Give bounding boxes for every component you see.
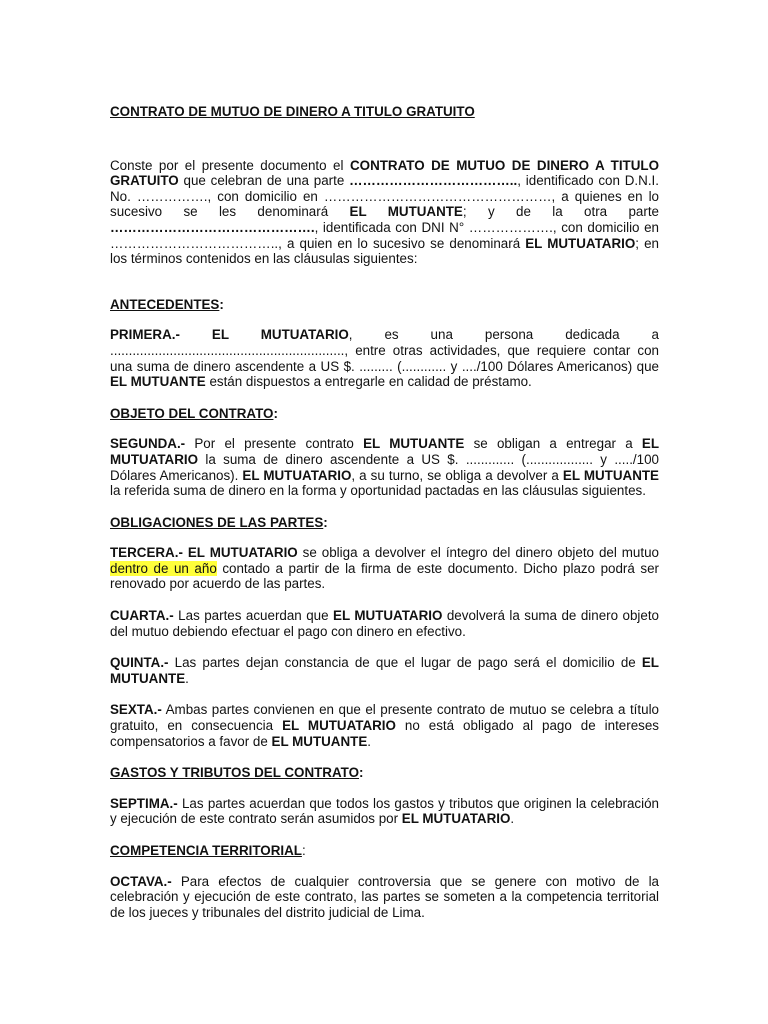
text-run: , es una persona dedicada a ..............................................................., entre otras actividades, que requiere contar con una suma de dinero ascendente a US $. ......... (............ y ..../100 Dólares Americanos) que (110, 327, 659, 374)
bold-text: EL MUTUATARIO (242, 467, 352, 483)
clause-paragraph (110, 327, 659, 389)
section-heading (110, 297, 659, 313)
highlighted-text: dentro de un año (110, 560, 217, 576)
bold-text: EL MUTUATARIO (401, 811, 511, 827)
section-heading-text: COMPETENCIA TERRITORIAL (110, 843, 302, 858)
bold-text: CONTRATO DE MUTUO DE DINERO A TITULO GRATUITO (110, 157, 659, 189)
bold-text: EL MUTUATARIO (211, 327, 349, 343)
bold-text: SEXTA.- (110, 702, 162, 718)
text-run: devolverá la suma de dinero objeto del mutuo debiendo efectuar el pago con dinero en efectivo. (110, 608, 660, 639)
section-heading (110, 765, 659, 781)
bold-text: EL MUTUATARIO (187, 545, 298, 561)
text-run: Por el presente contrato (185, 436, 364, 452)
text-run: Conste por el presente documento el (110, 157, 350, 173)
bold-text: EL MUTUATARIO (282, 718, 396, 734)
document-page (110, 104, 659, 936)
bold-text: EL MUTUANTE (110, 655, 659, 686)
section-heading-text: OBLIGACIONES DE LAS PARTES (110, 514, 324, 530)
text-run: , a su turno, se obliga a devolver a (351, 467, 563, 483)
text-run: que celebran de una parte (178, 173, 350, 189)
text-run: , identificada con DNI N° ………………., con domicilio en ……………………………….., a quien en lo sucesivo se denominará (110, 219, 659, 251)
bold-text: EL MUTUATARIO (333, 608, 443, 624)
bold-text: OCTAVA.- (110, 873, 172, 889)
text-run: se obligan a entregar a (464, 436, 642, 452)
section-heading (110, 406, 659, 422)
section-heading-suffix: : (273, 405, 278, 421)
intro-paragraph (110, 158, 659, 267)
bold-text: SEPTIMA.- (110, 795, 178, 811)
text-run: están dispuestos a entregarle en calidad de préstamo. (205, 374, 532, 390)
bold-text: QUINTA.- (110, 655, 169, 671)
bold-text: EL MUTUANTE (110, 374, 206, 390)
bold-text: EL MUTUATARIO (110, 436, 660, 467)
text-run: Para efectos de cualquier controversia que se genere con motivo de la celebración y ejecución de este contrato, las partes se someten a la competencia territorial de los jueces y tribunales del distrito judicial de Lima. (110, 873, 659, 920)
bold-text: ………………………………………. (110, 219, 315, 235)
document-title: CONTRATO DE MUTUO DE DINERO A TITULO GRATUITO (110, 104, 475, 119)
text-run: Ambas partes convienen en que el presente contrato de mutuo se celebra a título gratuito, en consecuencia (110, 702, 659, 734)
bold-text: ……………………………….. (349, 173, 518, 189)
clause-paragraph (110, 545, 659, 592)
section-heading-text: ANTECEDENTES (110, 296, 220, 312)
bold-text: CUARTA.- (110, 608, 174, 624)
bold-text: TERCERA.- (110, 545, 183, 561)
clause-paragraph (110, 608, 659, 639)
bold-text: EL MUTUATARIO (525, 235, 636, 251)
clause-paragraph (110, 655, 659, 686)
text-run: contado a partir de la firma de este documento. Dicho plazo podrá ser renovado por acuerdo de las partes. (110, 560, 659, 592)
bold-text: EL MUTUANTE (271, 733, 368, 749)
section-heading-suffix: : (219, 296, 224, 312)
section-heading-text: OBJETO DEL CONTRATO (110, 405, 274, 421)
bold-text: SEGUNDA.- (110, 436, 186, 452)
text-run: . (367, 733, 371, 749)
section-heading (110, 843, 659, 859)
text-run: ; y de la otra parte (462, 204, 659, 220)
section-heading (110, 515, 659, 531)
text-run: , identificado con D.N.I. No. ……………., con domicilio en ……………………………………………, a quienes en lo sucesivo se les denominará (110, 173, 659, 220)
clause-paragraph (110, 874, 659, 921)
text-run: la suma de dinero ascendente a US $. ............. (.................. y ...../100 Dólares Americanos). (110, 451, 659, 483)
text-run: no está obligado al pago de intereses compensatorios a favor de (110, 718, 659, 749)
text-run (180, 327, 212, 342)
section-heading-text: GASTOS Y TRIBUTOS DEL CONTRATO (110, 765, 359, 781)
section-heading-suffix: : (359, 765, 364, 781)
clause-paragraph (110, 436, 659, 498)
text-run: Las partes dejan constancia de que el lugar de pago será el domicilio de (168, 655, 642, 671)
clause-paragraph (110, 702, 659, 749)
section-heading-suffix: : (301, 843, 306, 858)
bold-text: EL MUTUANTE (562, 467, 659, 483)
contract-sections (110, 297, 659, 921)
text-run: Las partes acuerdan que (173, 608, 334, 624)
text-run: ; en los términos contenidos en las cláusulas siguientes: (110, 235, 659, 267)
text-run: . (185, 670, 189, 686)
text-run: la referida suma de dinero en la forma y oportunidad pactadas en las cláusulas siguientes. (110, 483, 646, 499)
bold-text: EL MUTUANTE (363, 436, 465, 452)
clause-paragraph (110, 796, 659, 827)
bold-text: PRIMERA.- (110, 327, 180, 343)
text-run: se obliga a devolver el íntegro del dinero objeto del mutuo (297, 545, 659, 561)
text-run: Las partes acuerdan que todos los gastos y tributos que originen la celebración y ejecución de este contrato serán asumidos por (110, 795, 659, 827)
text-run: . (510, 811, 515, 827)
bold-text: EL MUTUANTE (349, 204, 463, 220)
section-heading-suffix: : (323, 514, 328, 530)
